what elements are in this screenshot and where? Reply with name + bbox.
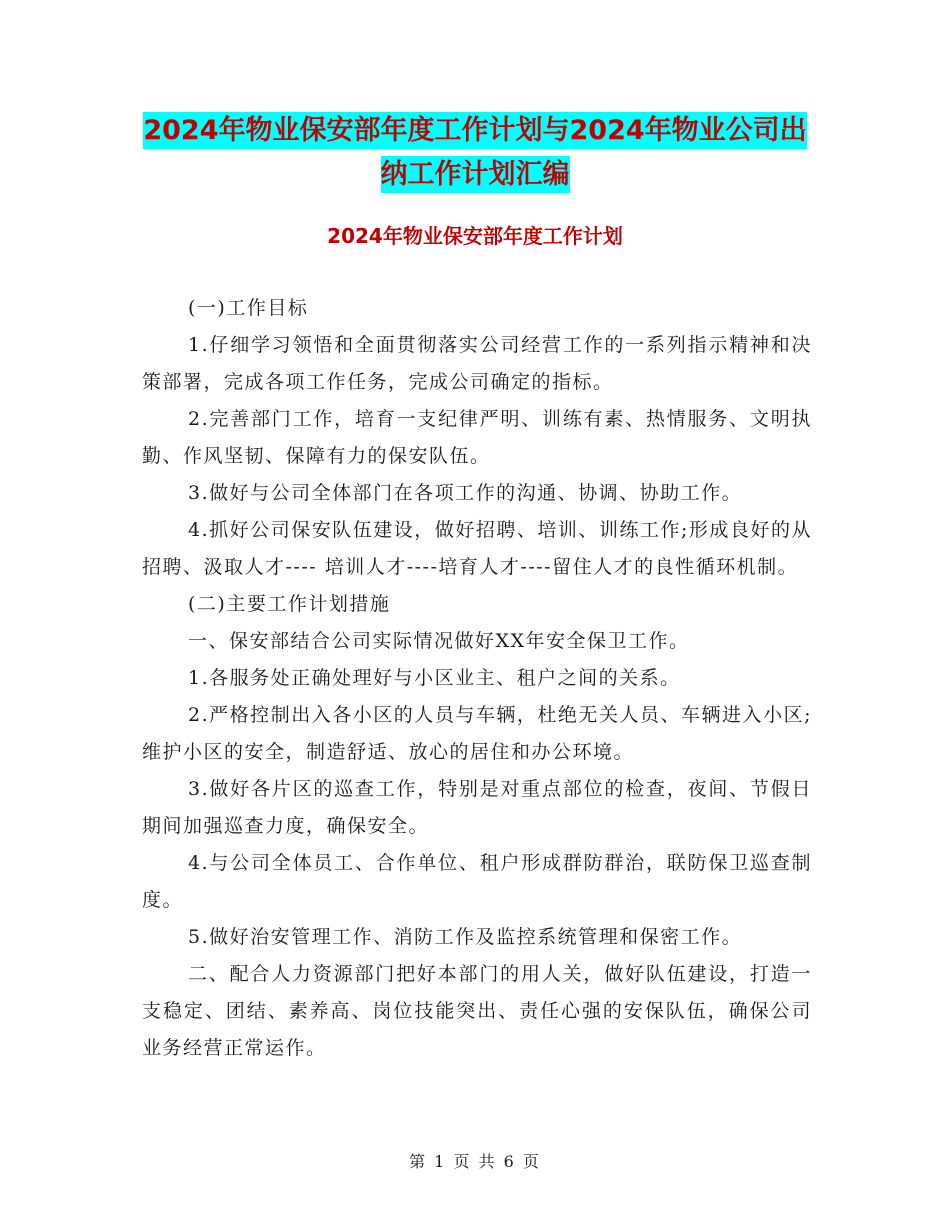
paragraph-goal-4: 4.抓好公司保安队伍建设，做好招聘、培训、训练工作;形成良好的从招聘、汲取人才---- 培训人才----培育人才----留住人才的良性循环机制。 [142,519,812,578]
document-title-text-1: 2024年物业保安部年度工作计划与2024年物业公司出 [143,112,806,149]
section-title: 2024年物业保安部年度工作计划 [327,224,623,248]
document-body [142,290,812,1067]
paragraph-measure-3: 3.做好各片区的巡查工作，特别是对重点部位的检查，夜间、节假日期间加强巡查力度，确保安全。 [142,778,812,837]
paragraph-goal-3: 3.做好与公司全体部门在各项工作的沟通、协调、协助工作。 [188,482,743,504]
document-title-text-2: 纳工作计划汇编 [381,156,570,193]
document-title-line-1 [0,106,950,156]
paragraph-measure-5: 5.做好治安管理工作、消防工作及监控系统管理和保密工作。 [188,926,743,948]
paragraph-measure-section-1: 一、保安部结合公司实际情况做好XX年安全保卫工作。 [188,630,690,652]
document-title-line-2 [0,150,950,200]
paragraph-goal-1: 1.仔细学习领悟和全面贯彻落实公司经营工作的一系列指示精神和决策部署，完成各项工作任务，完成公司确定的指标。 [142,334,812,393]
paragraph-measure-2: 2.严格控制出入各小区的人员与车辆，杜绝无关人员、车辆进入小区;维护小区的安全，制造舒适、放心的居住和办公环境。 [142,704,812,763]
paragraph-measure-1: 1.各服务处正确处理好与小区业主、租户之间的关系。 [188,667,681,689]
page-footer: 第 1 页 共 6 页 [409,1152,541,1171]
paragraph-goal-heading: (一)工作目标 [188,297,309,319]
paragraph-measure-section-2: 二、配合人力资源部门把好本部门的用人关，做好队伍建设，打造一支稳定、团结、素养高、岗位技能突出、责任心强的安保队伍，确保公司业务经营正常运作。 [142,963,812,1059]
paragraph-measure-4: 4.与公司全体员工、合作单位、租户形成群防群治，联防保卫巡查制度。 [142,852,812,911]
paragraph-goal-2: 2.完善部门工作，培育一支纪律严明、训练有素、热情服务、文明执勤、作风坚韧、保障有力的保安队伍。 [142,408,812,467]
paragraph-measures-heading: (二)主要工作计划措施 [188,593,391,615]
